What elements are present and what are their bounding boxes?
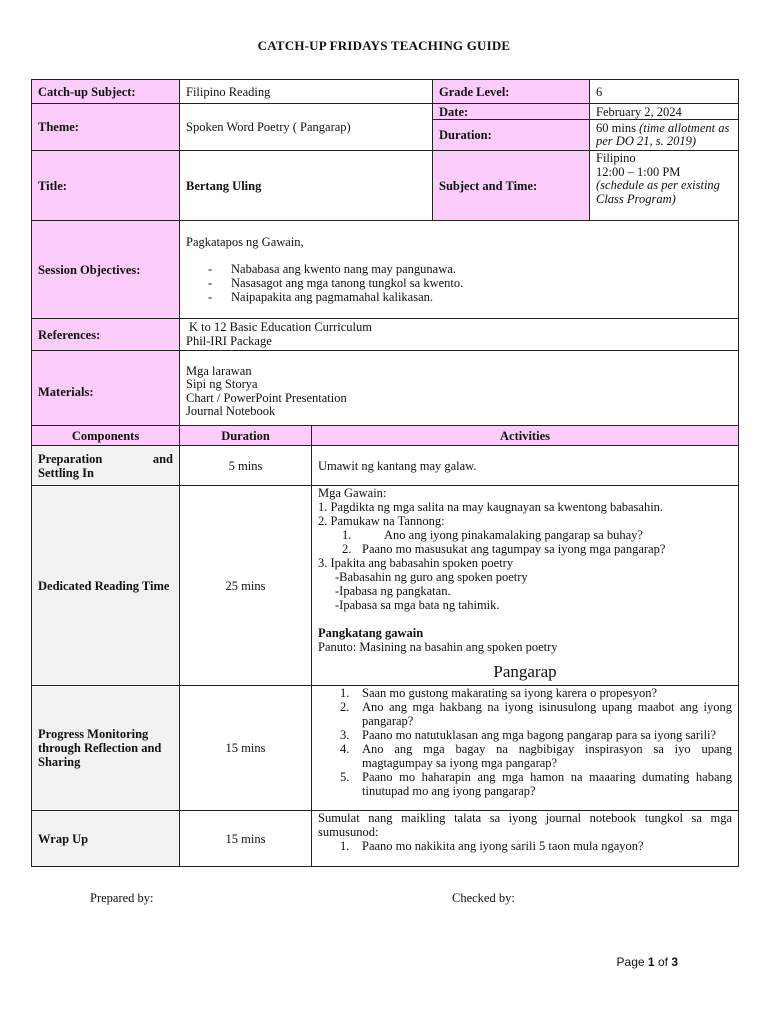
- component-reading: Dedicated Reading Time: [32, 486, 180, 686]
- components-table: [31, 425, 739, 867]
- activity-preparation: Umawit ng kantang may galaw.: [312, 446, 739, 486]
- duration-wrap-up: 15 mins: [180, 811, 312, 867]
- duration-preparation: 5 mins: [180, 446, 312, 486]
- list-item: 5. Paano mo haharapin ang mga hamon na maaaring dumating habang tinutupad mo ang iyong pangarap?: [340, 770, 732, 798]
- title-value: Bertang Uling: [180, 151, 433, 221]
- date-value: February 2, 2024: [590, 104, 739, 120]
- activity-reading: Mga Gawain: 1. Pagdikta ng mga salita na may kaugnayan sa kwentong babasahin. 2. Pamukaw na Tannong: 1. Ano ang iyong pinakamalaking pangarap sa buhay? 2. Paano mo masusukat ang tagumpay sa iyong mga pangarap? 3. Ipakita ang babasahin spoken poetry -Babasahin ng guro ang spoken poetry -Ipabasa ng pangkatan. -Ipabasa sa mga bata ng tahimik. Pangkatang gawain Panuto: Masining na basahin ang spoken poetry Pangarap: [312, 486, 739, 686]
- activity-progress: [312, 686, 739, 811]
- duration-reading: 25 mins: [180, 486, 312, 686]
- subject-time-label: Subject and Time:: [433, 151, 590, 221]
- duration-note: (time allotment as per DO 21, s. 2019): [596, 121, 730, 148]
- group-activity-heading: Pangkatang gawain: [318, 626, 424, 640]
- references-content: K to 12 Basic Education Curriculum Phil-IRI Package: [180, 319, 739, 351]
- reflection-questions: [318, 686, 732, 798]
- date-label: Date:: [433, 104, 590, 120]
- title-label: Title:: [32, 151, 180, 221]
- col-header-components: Components: [32, 426, 180, 446]
- info-table: [31, 79, 739, 433]
- subject-value: Filipino Reading: [180, 80, 433, 104]
- component-progress: Progress Monitoring through Reflection and Sharing: [32, 686, 180, 811]
- objectives-list: [186, 262, 732, 304]
- col-header-activities: Activities: [312, 426, 739, 446]
- duration-progress: 15 mins: [180, 686, 312, 811]
- page-number: Page 1 of 3: [616, 955, 678, 969]
- references-label: References:: [32, 319, 180, 351]
- objectives-intro: Pagkatapos ng Gawain,: [186, 235, 304, 249]
- grade-label: Grade Level:: [433, 80, 590, 104]
- duration-label: Duration:: [433, 120, 590, 151]
- list-item: 2. Ano ang mga hakbang na iyong isinusulong upang maabot ang iyong pangarap?: [340, 700, 732, 728]
- theme-value: Spoken Word Poetry ( Pangarap): [180, 104, 433, 151]
- subject-label: Catch-up Subject:: [32, 80, 180, 104]
- materials-label: Materials:: [32, 351, 180, 433]
- list-item: 4. Ano ang mga bagay na nagbibigay inspirasyon sa iyo upang magtagumpay sa iyong mga pangarap?: [340, 742, 732, 770]
- objectives-label: Session Objectives:: [32, 221, 180, 319]
- poem-title: Pangarap: [493, 662, 557, 681]
- grade-value: 6: [590, 80, 739, 104]
- materials-content: Mga larawan Sipi ng Storya Chart / PowerPoint Presentation Journal Notebook: [180, 351, 739, 433]
- list-item: - Nasasagot ang mga tanong tungkol sa kwento.: [208, 276, 732, 290]
- list-item: - Nababasa ang kwento nang may pangunawa.: [208, 262, 732, 276]
- duration-value: 60 mins (time allotment as per DO 21, s. 2019): [590, 120, 739, 151]
- theme-label: Theme:: [32, 104, 180, 151]
- objectives-content: [180, 221, 739, 319]
- list-item: 1. Saan mo gustong makarating sa iyong karera o propesyon?: [340, 686, 658, 700]
- prepared-by: Prepared by:: [90, 891, 154, 905]
- list-item: 3. Paano mo natutuklasan ang mga bagong pangarap para sa iyong sarili?: [340, 728, 717, 742]
- subject-time-value: Filipino 12:00 – 1:00 PM (schedule as per existing Class Program): [590, 151, 739, 221]
- list-item: - Naipapakita ang pagmamahal kalikasan.: [208, 290, 732, 304]
- component-wrap-up: Wrap Up: [32, 811, 180, 867]
- schedule-note: (schedule as per existing Class Program): [596, 178, 720, 206]
- activity-wrap-up: Sumulat nang maikling talata sa iyong journal notebook tungkol sa mga sumusunod: 1. Paano mo nakikita ang iyong sarili 5 taon mula ngayon?: [312, 811, 739, 867]
- checked-by: Checked by:: [452, 891, 515, 905]
- component-preparation: Preparation and Settling In: [32, 446, 180, 486]
- document-title: CATCH-UP FRIDAYS TEACHING GUIDE: [257, 38, 511, 53]
- col-header-duration: Duration: [180, 426, 312, 446]
